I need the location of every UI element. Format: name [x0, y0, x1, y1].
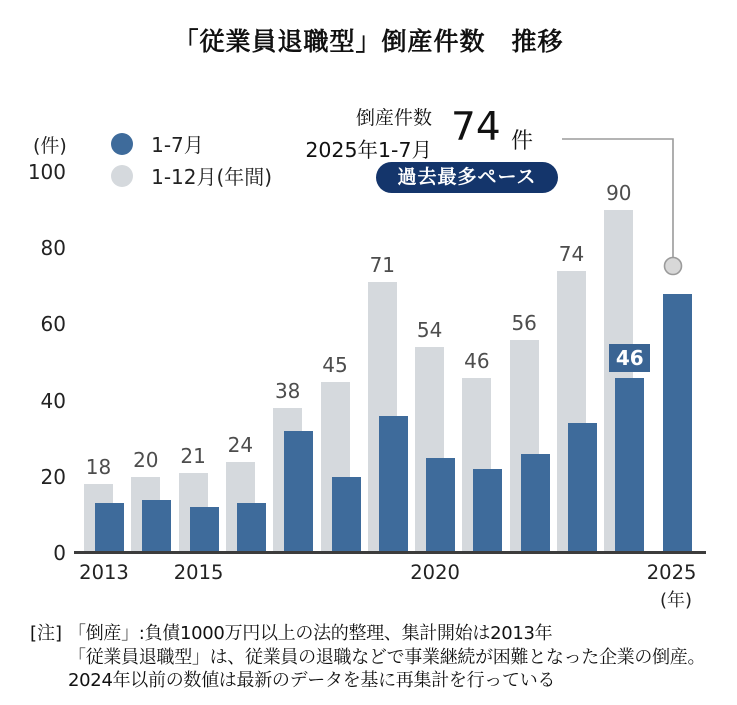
- bar-value-label: 45: [322, 352, 348, 377]
- bar-value-label: 18: [85, 455, 112, 480]
- y-tick-label: 0: [53, 541, 66, 565]
- footnote-marker: [注]: [30, 623, 63, 644]
- callout-unit: 件: [511, 129, 534, 154]
- bar-value-label: 90: [606, 181, 632, 206]
- bar-jan-jul: [190, 507, 219, 553]
- y-tick-label: 60: [40, 312, 66, 337]
- bar-value-label: 24: [227, 432, 254, 457]
- bar-jan-jul: [379, 416, 408, 553]
- callout-text: [240, 103, 432, 163]
- bar-jan-jul: [237, 503, 266, 553]
- bar-value-label: 21: [180, 443, 206, 468]
- y-tick-label: 100: [27, 160, 66, 184]
- bar-value-label: 54: [416, 318, 443, 343]
- legend-label-jan-jul: 1-7月: [151, 133, 204, 157]
- x-axis-unit-label: (年): [659, 590, 693, 611]
- record-pace-badge: 過去最多ペース: [376, 162, 558, 193]
- footnote-line: 「従業員退職型」は、従業員の退職などで事業継続が困難となった企業の倒産。: [68, 646, 706, 668]
- bar-jan-jul: [142, 500, 171, 553]
- bar-value-label: 20: [133, 447, 159, 472]
- callout-value: 74: [451, 105, 501, 150]
- bar-jan-jul: [663, 294, 692, 553]
- bar-value-label: 71: [369, 253, 396, 278]
- marker-circle-icon: [665, 258, 682, 275]
- bar-value-label: 74: [558, 242, 585, 267]
- legend-label-annual: 1-12月(年間): [151, 165, 273, 189]
- legend-item-jan-jul: [111, 129, 204, 158]
- x-axis-line: [74, 551, 706, 554]
- bar-jan-jul: [615, 378, 644, 553]
- callout-line1: 倒産件数: [355, 107, 432, 129]
- page-title: 「従業員退職型」倒産件数 推移: [173, 27, 564, 56]
- x-tick-label: 2020: [410, 561, 460, 584]
- bar-value-label: 56: [511, 310, 537, 335]
- y-tick-label: 20: [40, 464, 66, 489]
- footnote-line: 2024年以前の数値は最新のデータを基に再集計を行っている: [68, 670, 556, 691]
- x-tick-label: 2015: [173, 561, 224, 584]
- bar-jan-jul: [332, 477, 361, 553]
- y-tick-label: 40: [40, 388, 66, 413]
- footnote-line: 「倒産」:負債1000万円以上の法的整理、集計開始は2013年: [68, 623, 553, 644]
- bar-value-label: 38: [274, 379, 301, 404]
- bar-jan-jul: [284, 431, 313, 553]
- legend-item-annual: [111, 161, 272, 190]
- y-tick-label: 80: [40, 236, 66, 261]
- legend-dot-annual-icon: [111, 165, 133, 187]
- bar-jan-jul: [473, 469, 502, 553]
- bar-jan-jul: [521, 454, 550, 553]
- bar-jan-jul: [568, 423, 597, 553]
- callout-line2: 2025年1-7月: [305, 138, 432, 162]
- x-tick-label: 2025: [646, 561, 697, 584]
- bar-value-label: 46: [464, 348, 490, 373]
- y-axis-unit-label: (件): [33, 135, 67, 157]
- x-tick-label: 2013: [79, 561, 129, 584]
- bar-jan-jul: [426, 458, 455, 553]
- legend-dot-jan-jul-icon: [111, 133, 133, 155]
- bar-jan-jul: [95, 503, 124, 553]
- highlight-value-label: 46: [609, 344, 650, 372]
